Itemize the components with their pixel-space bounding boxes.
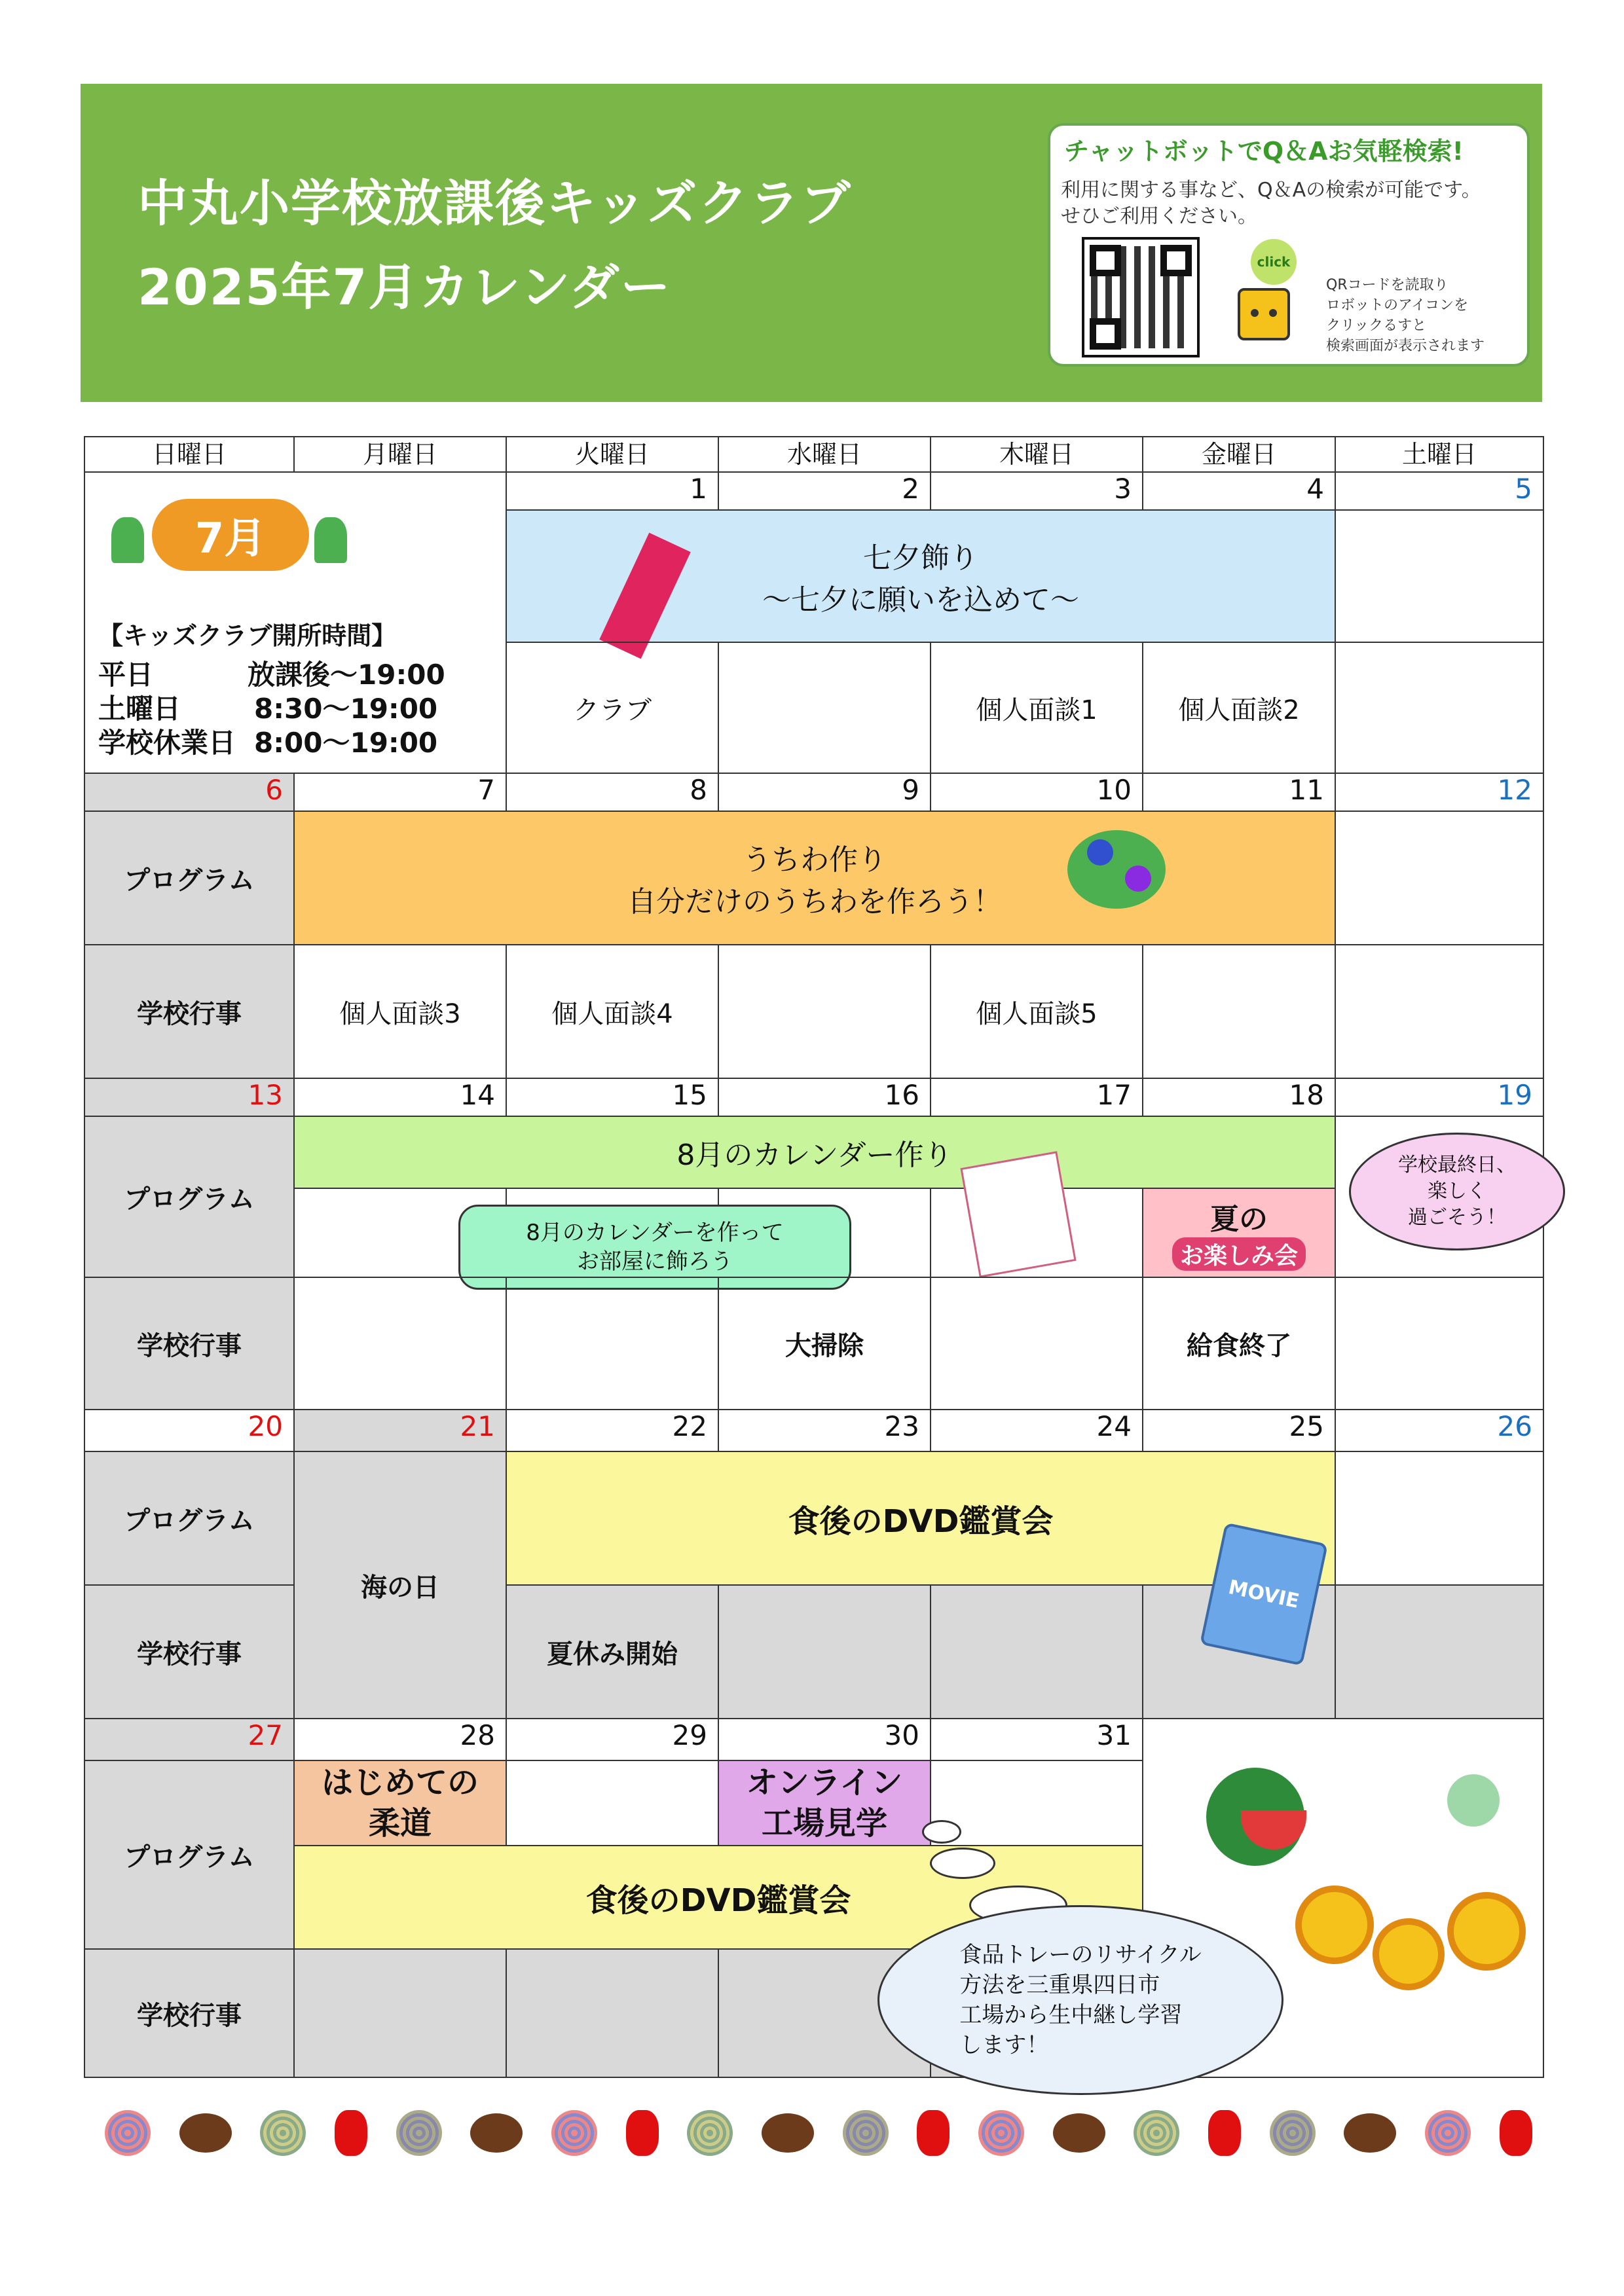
lantern-icon — [1500, 2110, 1532, 2156]
row-label-program: プログラム — [84, 1760, 295, 1950]
firework-icon — [260, 2110, 306, 2156]
program-uchiwa — [293, 811, 1336, 945]
chatbot-help-text: QRコードを読取り ロボットのアイコンを クリックるすと 検索画面が表示されます — [1326, 277, 1485, 354]
movie-dvd-icon: MOVIE — [1200, 1522, 1328, 1666]
factory-tour-note-bubble: 食品トレーのリサイクル 方法を三重県四日市 工場から生中継し学習 します！ — [877, 1905, 1283, 2095]
event-cell — [718, 944, 931, 1079]
empty-cell — [1335, 1584, 1544, 1719]
event-cell: 夏休み開始 — [506, 1584, 719, 1719]
firework-icon — [978, 2110, 1024, 2156]
date-cell: 5 — [1335, 471, 1544, 511]
weekday-thu: 木曜日 — [930, 436, 1143, 473]
event-cell — [718, 642, 931, 774]
empty-cell — [1335, 1451, 1544, 1586]
event-cell: 大掃除 — [718, 1277, 931, 1410]
date-cell: 8 — [506, 773, 719, 812]
holiday-cell: 海の日 — [293, 1451, 507, 1719]
empty-cell — [930, 1584, 1143, 1719]
event-cell — [506, 1277, 719, 1410]
empty-cell — [506, 1760, 719, 1846]
firework-icon — [687, 2110, 733, 2156]
date-cell: 9 — [718, 773, 931, 812]
weekday-wed: 水曜日 — [718, 436, 931, 473]
hours-label: 平日 — [98, 659, 154, 691]
date-cell: 15 — [506, 1078, 719, 1117]
program-dvd: 食後のDVD鑑賞会 — [293, 1845, 1143, 1950]
date-cell: 12 — [1335, 773, 1544, 812]
qr-finder — [1160, 245, 1192, 276]
wind-chime-icon — [1447, 1774, 1500, 1827]
date-cell: 14 — [293, 1078, 507, 1117]
date-cell: 11 — [1142, 773, 1336, 812]
chatbot-text: 利用に関する事など、Q＆Aの検索が可能です。 — [1061, 179, 1481, 202]
bamboo-icon — [314, 517, 347, 563]
event-cell — [1142, 944, 1336, 1079]
weekday-fri: 金曜日 — [1142, 436, 1336, 473]
flower-icon — [1125, 866, 1151, 892]
sunflower-icon — [1373, 1918, 1445, 1990]
hours-label: 学校休業日 — [98, 727, 236, 759]
date-cell: 21 — [293, 1409, 507, 1452]
date-cell: 13 — [84, 1078, 295, 1117]
date-cell: 2 — [718, 471, 931, 511]
weekday-tue: 火曜日 — [506, 436, 719, 473]
date-cell: 6 — [84, 773, 295, 812]
click-qa-icon[interactable]: click — [1251, 239, 1297, 285]
firework-icon — [1270, 2110, 1316, 2156]
thought-bubble-dot — [930, 1848, 995, 1879]
empty-cell — [506, 1948, 719, 2078]
program-title: うちわ作り — [743, 843, 887, 877]
date-cell: 7 — [293, 773, 507, 812]
taiko-drum-icon — [762, 2113, 814, 2153]
program-judo — [293, 1760, 507, 1846]
last-day-note-bubble: 学校最終日、 楽しく 過ごそう！ — [1349, 1133, 1565, 1250]
page-subtitle: 2025年7月カレンダー — [138, 258, 672, 316]
program-title: オンライン — [746, 1764, 903, 1801]
event-cell: 個人面談5 — [930, 944, 1143, 1079]
empty-cell — [1335, 509, 1544, 643]
robot-icon[interactable] — [1238, 288, 1290, 340]
taiko-drum-icon — [470, 2113, 523, 2153]
event-cell — [1335, 944, 1544, 1079]
program-title: 夏の — [1210, 1202, 1268, 1236]
empty-cell — [1335, 811, 1544, 945]
qr-finder — [1090, 245, 1121, 276]
program-subtitle: ～七夕に願いを込めて～ — [762, 583, 1079, 617]
program-title: 七夕飾り — [863, 541, 978, 575]
event-cell: 個人面談1 — [930, 642, 1143, 774]
empty-cell — [718, 1584, 931, 1719]
event-cell: 個人面談2 — [1142, 642, 1336, 774]
empty-cell — [930, 1760, 1143, 1846]
firework-icon — [1425, 2110, 1471, 2156]
weekday-mon: 月曜日 — [293, 436, 507, 473]
date-cell: 31 — [930, 1718, 1143, 1761]
date-cell: 16 — [718, 1078, 931, 1117]
calendar-sheet-icon — [960, 1151, 1076, 1277]
event-cell: 給食終了 — [1142, 1277, 1336, 1410]
event-cell — [1335, 642, 1544, 774]
program-subtitle: 自分だけのうちわを作ろう！ — [627, 885, 1002, 919]
date-cell: 1 — [506, 471, 719, 511]
program-subtitle: お楽しみ会 — [1172, 1237, 1306, 1271]
thought-bubble-dot — [922, 1820, 961, 1844]
hours-label: 土曜日 — [98, 693, 181, 725]
date-cell: 18 — [1142, 1078, 1336, 1117]
lantern-icon — [626, 2110, 659, 2156]
event-cell: 個人面談3 — [293, 944, 507, 1079]
hours-time: 放課後～19:00 — [248, 659, 445, 691]
row-label-program: プログラム — [84, 811, 295, 945]
calendar-note-bubble: 8月のカレンダーを作って お部屋に飾ろう — [458, 1205, 851, 1290]
firework-icon — [1134, 2110, 1179, 2156]
event-cell — [1335, 1277, 1544, 1410]
hours-title: 【キッズクラブ開所時間】 — [98, 621, 397, 650]
date-cell: 10 — [930, 773, 1143, 812]
lantern-icon — [1208, 2110, 1241, 2156]
sunflower-icon — [1447, 1892, 1526, 1971]
robot-eye — [1251, 309, 1259, 317]
summer-decor-border — [105, 2107, 1532, 2159]
date-cell: 3 — [930, 471, 1143, 511]
row-label-school: 学校行事 — [84, 1277, 295, 1410]
firework-icon — [396, 2110, 442, 2156]
empty-cell — [293, 1948, 507, 2078]
taiko-drum-icon — [1344, 2113, 1396, 2153]
month-badge: 7月 — [152, 499, 309, 571]
date-cell: 26 — [1335, 1409, 1544, 1452]
weekday-sat: 土曜日 — [1335, 436, 1544, 473]
date-cell: 28 — [293, 1718, 507, 1761]
lantern-icon — [917, 2110, 950, 2156]
firework-icon — [843, 2110, 889, 2156]
hours-time: 8:30～19:00 — [254, 693, 438, 725]
date-cell: 17 — [930, 1078, 1143, 1117]
program-subtitle: 柔道 — [368, 1805, 432, 1842]
event-cell — [293, 1277, 507, 1410]
lantern-icon — [335, 2110, 367, 2156]
date-cell: 4 — [1142, 471, 1336, 511]
event-cell: クラブ — [506, 642, 719, 774]
program-august-calendar: 8月のカレンダー作り — [293, 1116, 1336, 1189]
row-label-school: 学校行事 — [84, 1948, 295, 2078]
bamboo-icon — [111, 517, 144, 563]
uchiwa-fan-icon — [1067, 830, 1166, 909]
date-cell: 27 — [84, 1718, 295, 1761]
row-label-school: 学校行事 — [84, 1584, 295, 1719]
firework-icon — [105, 2110, 151, 2156]
chatbot-heading: チャットボットでQ＆Aお気軽検索! — [1064, 137, 1464, 166]
robot-eye — [1269, 309, 1277, 317]
program-dvd: 食後のDVD鑑賞会 — [506, 1451, 1336, 1586]
date-cell: 25 — [1142, 1409, 1336, 1452]
firework-icon — [551, 2110, 597, 2156]
program-title: はじめての — [321, 1764, 479, 1801]
hours-time: 8:00～19:00 — [254, 727, 438, 759]
row-label-school: 学校行事 — [84, 944, 295, 1079]
flower-icon — [1087, 839, 1113, 866]
program-online-factory — [718, 1760, 931, 1846]
date-cell: 20 — [84, 1409, 295, 1452]
row-label-program: プログラム — [84, 1451, 295, 1586]
date-cell: 23 — [718, 1409, 931, 1452]
page-title: 中丸小学校放課後キッズクラブ — [138, 174, 852, 232]
taiko-drum-icon — [179, 2113, 232, 2153]
date-cell: 24 — [930, 1409, 1143, 1452]
date-cell: 30 — [718, 1718, 931, 1761]
program-subtitle: 工場見学 — [761, 1805, 887, 1842]
date-cell: 22 — [506, 1409, 719, 1452]
date-cell: 29 — [506, 1718, 719, 1761]
row-label-program: プログラム — [84, 1116, 295, 1278]
chatbot-text: せひご利用ください。 — [1061, 205, 1257, 228]
date-cell: 19 — [1335, 1078, 1544, 1117]
program-summer-party — [1142, 1188, 1336, 1278]
taiko-drum-icon — [1053, 2113, 1105, 2153]
sunflower-icon — [1295, 1886, 1374, 1964]
event-cell: 個人面談4 — [506, 944, 719, 1079]
weekday-sun: 日曜日 — [84, 436, 295, 473]
qr-finder — [1090, 318, 1121, 350]
event-cell — [930, 1277, 1143, 1410]
